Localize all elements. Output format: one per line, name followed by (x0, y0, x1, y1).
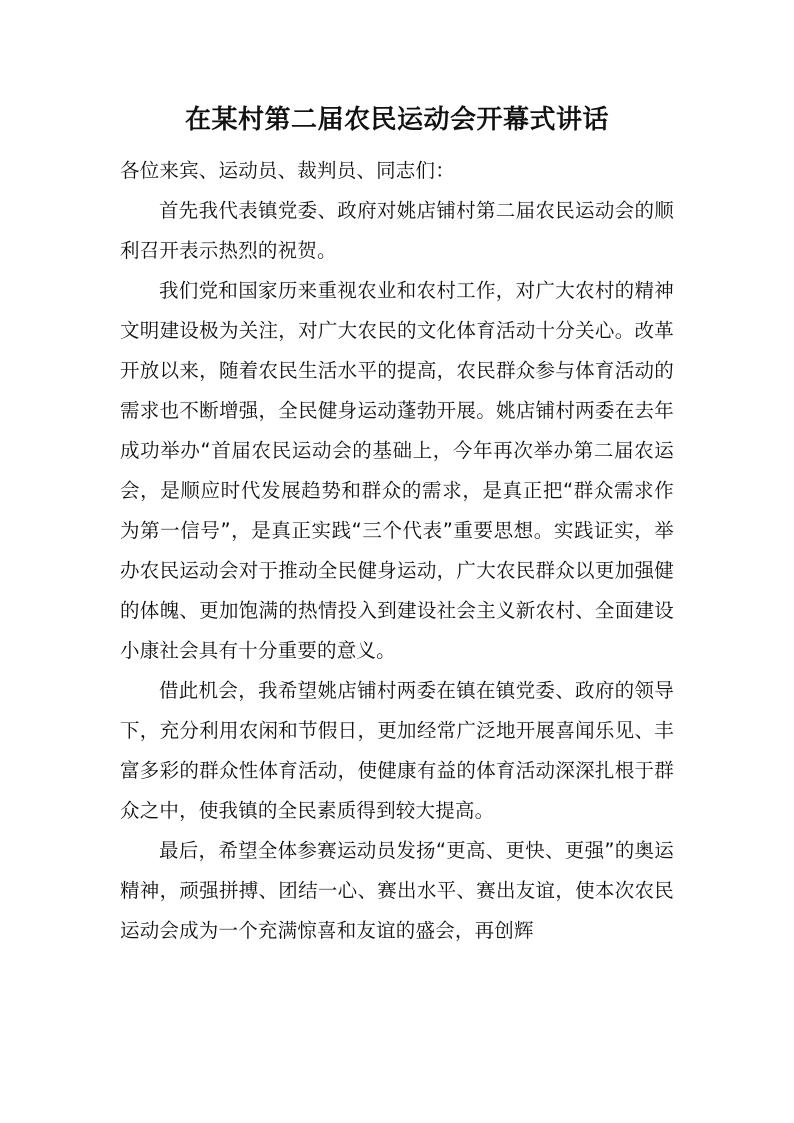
paragraph-congratulations: 首先我代表镇党委、政府对姚店铺村第二届农民运动会的顺利召开表示热烈的祝贺。 (120, 199, 674, 262)
document-body (120, 151, 674, 951)
paragraph-closing: 最后，希望全体参赛运动员发扬“更高、更快、更强”的奥运精神，顽强拼搏、团结一心、赛出水平、赛出友谊，使本次农民运动会成为一个充满惊喜和友谊的盛会，再创辉 (120, 839, 674, 942)
document-title: 在某村第二届农民运动会开幕式讲话 (184, 105, 609, 135)
paragraph-hopes: 借此机会，我希望姚店铺村两委在镇在镇党委、政府的领导下，充分利用农闲和节假日，更加经常广泛地开展喜闻乐见、丰富多彩的群众性体育活动，使健康有益的体育活动深深扎根于群众之中，使我镇的全民素质得到较大提高。 (120, 679, 674, 822)
salutation: 各位来宾、运动员、裁判员、同志们： (120, 159, 455, 182)
paragraph-background: 我们党和国家历来重视农业和农村工作，对广大农村的精神文明建设极为关注，对广大农民的文化体育活动十分关心。改革开放以来，随着农民生活水平的提高，农民群众参与体育活动的需求也不断增强，全民健身运动蓬勃开展。姚店铺村两委在去年成功举办“首届农民运动会的基础上，今年再次举办第二届农运会，是顺应时代发展趋势和群众的需求，是真正把“群众需求作为第一信号”，是真正实践“三个代表”重要思想。实践证实，举办农民运动会对于推动全民健身运动，广大农民群众以更加强健的体魄、更加饱满的热情投入到建设社会主义新农村、全面建设小康社会具有十分重要的意义。 (120, 279, 674, 662)
